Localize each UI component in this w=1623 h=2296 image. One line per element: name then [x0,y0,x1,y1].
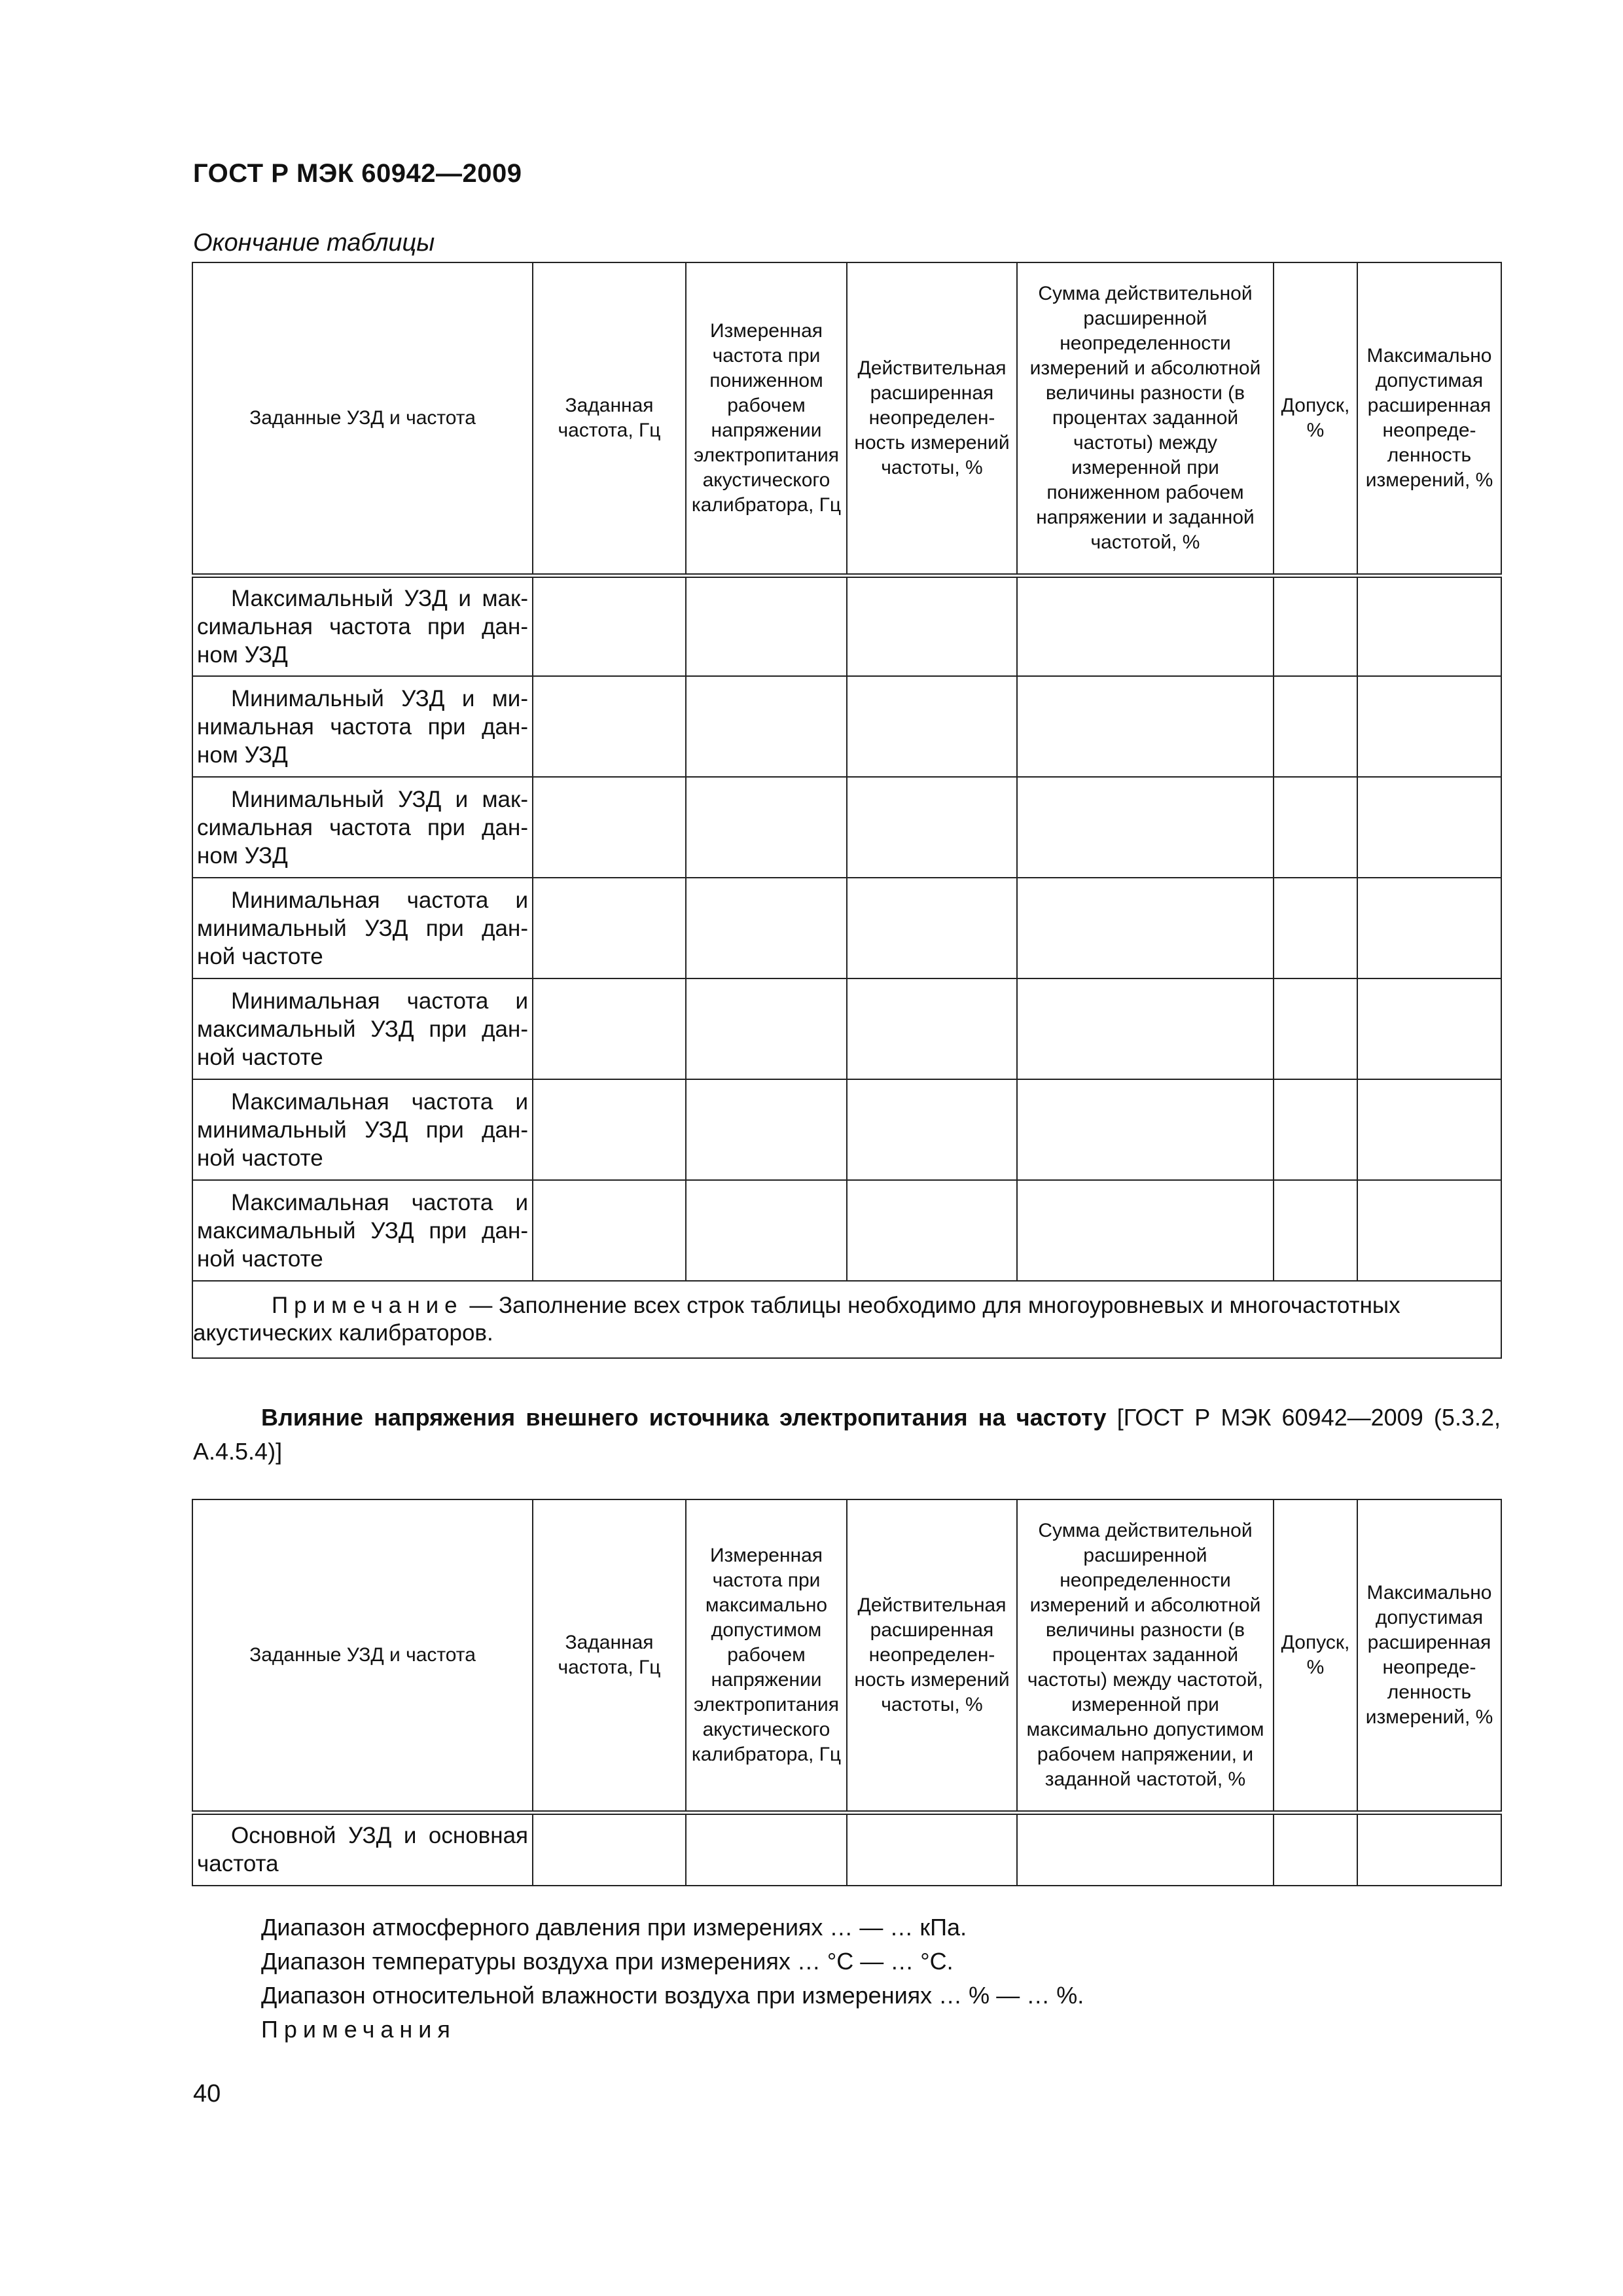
note-text: — Заполнение всех строк таблицы необходимо для многоуровневых и многочастотных акустических калибраторов. [193,1293,1400,1346]
row-label: Основной УЗД и основная частота [192,1812,533,1886]
table-cell[interactable] [1274,676,1357,777]
table-header-row [192,262,1501,575]
table-cell[interactable] [847,1079,1017,1180]
column-header: Измеренная частота при пониженном рабочем напряжении электропитания акустического калибратора, Гц [686,262,847,575]
table-cell[interactable] [533,1079,686,1180]
table-cell[interactable] [847,676,1017,777]
table-cell[interactable] [686,575,847,676]
column-header: Заданные УЗД и частота [192,1499,533,1812]
table-cell[interactable] [1357,1812,1501,1886]
table-cell[interactable] [1274,575,1357,676]
table-note [192,1281,1501,1358]
table-power-max-frequency [192,1499,1502,1886]
table-cell[interactable] [1357,878,1501,978]
table-row [192,1812,1501,1886]
column-header: Допуск, % [1274,262,1357,575]
table-cell[interactable] [686,1812,847,1886]
table-header-row [192,1499,1501,1812]
table-cell[interactable] [1274,1180,1357,1281]
column-header: Действительная расширенная неопределен-ность измерений частоты, % [847,262,1017,575]
table-row [192,575,1501,676]
row-label: Максимальная частота и максимальный УЗД при дан-ной частоте [192,1180,533,1281]
table-cell[interactable] [1017,676,1274,777]
row-label: Минимальная частота и минимальный УЗД при дан-ной частоте [192,878,533,978]
table-row [192,878,1501,978]
table-cell[interactable] [1274,777,1357,878]
section-reference: [ГОСТ Р МЭК 60942—2009 (5.3.2, А.4.5.4)] [193,1404,1501,1465]
table-row [192,777,1501,878]
table-cell[interactable] [533,978,686,1079]
humidity-range-line: Диапазон относительной влажности воздуха при измерениях … % — … %. [261,1982,1084,2009]
notes-label: Примечания [261,2016,456,2043]
column-header: Заданные УЗД и частота [192,262,533,575]
table-cell[interactable] [1017,1812,1274,1886]
column-header: Измеренная частота при максимально допустимом рабочем напряжении электропитания акустического калибратора, Гц [686,1499,847,1812]
table-cell[interactable] [1357,1180,1501,1281]
table-cell[interactable] [847,1812,1017,1886]
table-cell[interactable] [847,1180,1017,1281]
table-cell[interactable] [1274,978,1357,1079]
column-header: Максимально допустимая расширенная неопреде-ленность измерений, % [1357,262,1501,575]
column-header: Максимально допустимая расширенная неопреде-ленность измерений, % [1357,1499,1501,1812]
table-cell[interactable] [686,878,847,978]
row-label: Минимальная частота и максимальный УЗД при дан-ной частоте [192,978,533,1079]
column-header: Заданная частота, Гц [533,1499,686,1812]
table-cell[interactable] [686,1180,847,1281]
row-label: Минимальный УЗД и мак-симальная частота при дан-ном УЗД [192,777,533,878]
table-cell[interactable] [686,978,847,1079]
table-row [192,1079,1501,1180]
table-cell[interactable] [1274,878,1357,978]
column-header: Допуск, % [1274,1499,1357,1812]
table-cell[interactable] [1357,777,1501,878]
table-cell[interactable] [533,878,686,978]
row-label: Максимальный УЗД и мак-симальная частота при дан-ном УЗД [192,575,533,676]
row-label: Минимальный УЗД и ми-нимальная частота при дан-ном УЗД [192,676,533,777]
table-caption: Окончание таблицы [193,229,435,257]
table-cell[interactable] [533,1180,686,1281]
column-header: Заданная частота, Гц [533,262,686,575]
column-header: Сумма действительной расширенной неопределенности измерений и абсолютной величины разности (в процентах заданной частоты) между частотой, измеренной при максимально допустимом рабочем напряжении, и заданной частотой, % [1017,1499,1274,1812]
document-header: ГОСТ Р МЭК 60942—2009 [193,159,522,188]
table-cell[interactable] [847,575,1017,676]
table-cell[interactable] [1357,1079,1501,1180]
table-cell[interactable] [1017,777,1274,878]
note-label: Примечание [272,1293,463,1318]
table-cell[interactable] [686,1079,847,1180]
table-cell[interactable] [1357,575,1501,676]
table-cell[interactable] [847,878,1017,978]
table-cell[interactable] [533,1812,686,1886]
section-title: Влияние напряжения внешнего источника электропитания на частоту [261,1404,1107,1431]
table-cell[interactable] [1017,1180,1274,1281]
table-cell[interactable] [533,676,686,777]
table-cell[interactable] [1357,676,1501,777]
section-heading [193,1401,1501,1469]
table-cell[interactable] [1017,575,1274,676]
temperature-range-line: Диапазон температуры воздуха при измерениях … °С — … °С. [261,1948,954,1975]
table-note-row [192,1281,1501,1358]
column-header: Сумма действительной расширенной неопределенности измерений и абсолютной величины разности (в процентах заданной частоты) между измеренной при пониженном рабочем напряжении и заданной частотой, % [1017,262,1274,575]
pressure-range-line: Диапазон атмосферного давления при измерениях … — … кПа. [261,1914,967,1941]
table-cell[interactable] [533,777,686,878]
row-label: Максимальная частота и минимальный УЗД при дан-ной частоте [192,1079,533,1180]
table-cell[interactable] [686,777,847,878]
table-cell[interactable] [1274,1079,1357,1180]
table-row [192,1180,1501,1281]
page-number: 40 [193,2080,221,2108]
table-cell[interactable] [1017,1079,1274,1180]
table-cell[interactable] [1017,878,1274,978]
table-power-low-frequency [192,262,1502,1359]
table-cell[interactable] [1357,978,1501,1079]
table-cell[interactable] [533,575,686,676]
table-cell[interactable] [1017,978,1274,1079]
column-header: Действительная расширенная неопределен-ность измерений частоты, % [847,1499,1017,1812]
table-cell[interactable] [686,676,847,777]
table-cell[interactable] [847,978,1017,1079]
table-cell[interactable] [847,777,1017,878]
table-cell[interactable] [1274,1812,1357,1886]
table-row [192,978,1501,1079]
table-row [192,676,1501,777]
